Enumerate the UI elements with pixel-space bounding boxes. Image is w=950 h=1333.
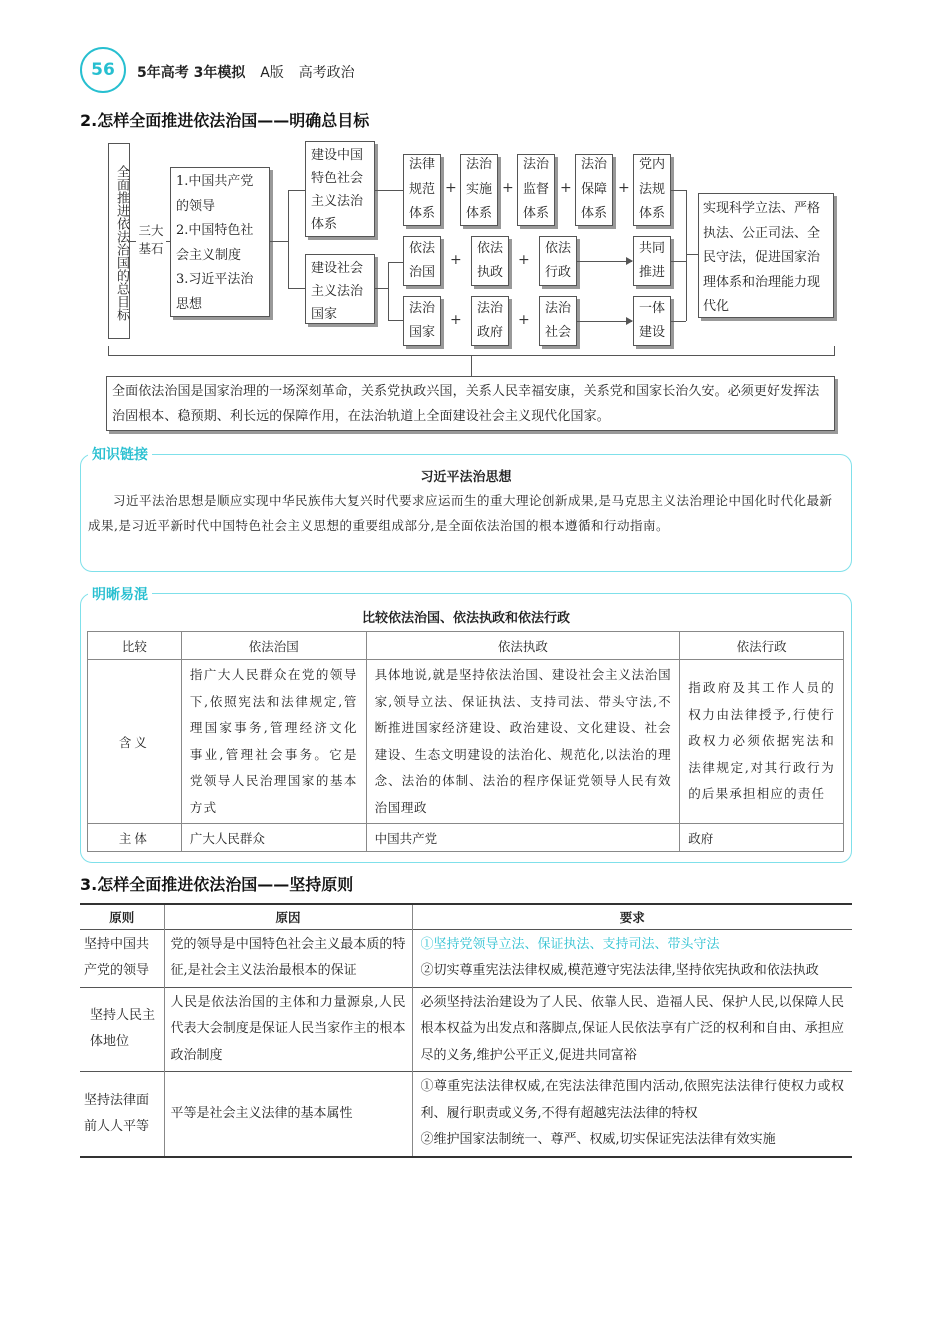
connector: [388, 262, 403, 263]
col-header: 原则: [80, 905, 164, 929]
table-cell: 政府: [680, 824, 844, 852]
arrow-head: [626, 317, 633, 325]
row-label: 含义: [88, 660, 182, 824]
requirement-cell: [412, 929, 852, 987]
col-header: 比较: [88, 632, 182, 660]
build-state-box: 建设社会主义法治国家: [305, 254, 375, 324]
clarify-title: 比较依法治国、依法执政和依法行政: [361, 611, 570, 626]
system-box: 法治 实施 体系: [460, 154, 498, 226]
system-box: 法治 监督 体系: [517, 154, 555, 226]
plus-sign: +: [502, 180, 514, 196]
system-box: 法律 规范 体系: [403, 154, 441, 226]
table-row: [80, 929, 852, 987]
system-box: 法治 保障 体系: [575, 154, 613, 226]
connector: [471, 356, 472, 376]
principle-cell: 坚持法律面前人人平等: [80, 1072, 164, 1157]
table-row: [88, 824, 844, 852]
edition: A版: [260, 65, 284, 81]
table-row: [80, 1072, 852, 1157]
table-cell: 指政府及其工作人员的权力由法律授予,行使行政权力必须依据宪法和法律规定,对其行政行为的后果承担相应的责任: [680, 660, 844, 824]
requirement-cell: 必须坚持法治建设为了人民、依靠人民、造福人民、保护人民,以保障人民根本权益为出发点和落脚点,保证人民依法享有广泛的权利和自由、承担应尽的义务,维护公平正义,促进共同富裕: [420, 994, 844, 1063]
table-cell: 广大人民群众: [181, 824, 366, 852]
foundation-item: 1.中国共产党的领导: [176, 174, 254, 214]
clarify-label: 明晰易混: [88, 584, 152, 604]
table-cell: 具体地说,就是坚持依法治国、建设社会主义法治国家,领导立法、保证执法、支持司法、带头守法,不断推进国家经济建设、政治建设、文化建设、社会建设、生态文明建设的法治化、规范化,以法治的理念、法治的体制、法治的程序保证党领导人民有效治国理政: [366, 660, 680, 824]
knowledge-link-title: 习近平法治思想: [420, 470, 512, 485]
principle-cell: 坚持人民主体地位: [80, 987, 164, 1072]
col-header: 要求: [619, 909, 645, 925]
reason-cell: 平等是社会主义法律的基本属性: [164, 1072, 412, 1157]
rule-box: 法治 国家: [403, 296, 441, 346]
knowledge-link-label: 知识链接: [88, 444, 152, 464]
plus-sign: +: [450, 252, 462, 268]
brace: [108, 346, 835, 356]
principle-cell: 坚持中国共产党的领导: [80, 929, 164, 987]
connector: [288, 190, 305, 191]
connector: [388, 262, 389, 320]
plus-sign: +: [618, 180, 630, 196]
col-header: 依法执政: [366, 632, 680, 660]
connector: [375, 288, 388, 289]
plus-sign: +: [518, 312, 530, 328]
arrow: [577, 321, 632, 322]
connector: [270, 241, 288, 242]
plus-sign: +: [445, 180, 457, 196]
rule-box: 依法 治国: [403, 236, 441, 286]
goal-box: 实现科学立法、严格执法、公正司法、全民守法，促进国家治理体系和治理能力现代化: [698, 193, 834, 318]
foundation-label: [136, 222, 166, 258]
result-box: 一体 建设: [633, 296, 671, 346]
section2-title: 2.怎样全面推进依法治国——明确总目标: [80, 111, 370, 130]
plus-sign: +: [560, 180, 572, 196]
row-label: 主体: [88, 824, 182, 852]
arrow-head: [626, 257, 633, 265]
summary-box: 全面依法治国是国家治理的一场深刻革命，关系党执政兴国，关系人民幸福安康，关系党和国家长治久安。必须更好发挥法治固根本、稳预期、利长远的保障作用，在法治轨道上全面建设社会主义现代化国家。: [106, 376, 835, 431]
plus-sign: +: [450, 312, 462, 328]
foundation-label-line: 基石: [138, 241, 164, 256]
connector: [671, 321, 686, 322]
col-header: 依法行政: [680, 632, 844, 660]
section3-title: 3.怎样全面推进依法治国——坚持原则: [80, 875, 354, 894]
subject: 高考政治: [298, 65, 355, 81]
foundations-box: [170, 167, 270, 317]
goal-diagram: [0, 0, 950, 440]
knowledge-link-text: 习近平法治思想是顺应实现中华民族伟大复兴时代要求应运而生的重大理论创新成果,是马克思主义法治理论中国化时代化最新成果,是习近平新时代中国特色社会主义思想的重要组成部分,是全面依法治国的根本遵循和行动指南。: [88, 493, 833, 533]
arrow: [577, 261, 632, 262]
principles-table: [80, 905, 852, 1158]
requirement-cell: ①尊重宪法法律权威,在宪法法律范围内活动,依照宪法法律行使权力或权利、履行职责或义务,不得有超越宪法法律的特权 ②维护国家法制统一、尊严、权威,切实保证宪法法律有效实施: [420, 1079, 844, 1147]
foundation-item: 3.习近平法治思想: [176, 272, 254, 312]
foundation-item: 2.中国特色社会主义制度: [176, 223, 254, 263]
connector: [671, 261, 686, 262]
comparison-table: [87, 631, 844, 852]
requirement-text: ②切实尊重宪法法律权威,模范遵守宪法法律,坚持依宪执政和依法执政: [420, 963, 819, 978]
rule-box: 法治 社会: [539, 296, 577, 346]
connector: [686, 254, 698, 255]
system-box: 党内 法规 体系: [633, 154, 671, 226]
reason-cell: 人民是依法治国的主体和力量源泉,人民代表大会制度是保证人民当家作主的根本政治制度: [164, 987, 412, 1072]
table-row: [88, 660, 844, 824]
plus-sign: +: [518, 252, 530, 268]
goal-label: 全面推进依法治国的总目标: [108, 143, 130, 339]
connector: [375, 190, 403, 191]
rule-box: 依法 行政: [539, 236, 577, 286]
table-header-row: [88, 632, 844, 660]
connector: [686, 190, 687, 321]
reason-cell: 党的领导是中国特色社会主义最本质的特征,是社会主义法治最根本的保证: [164, 929, 412, 987]
book-title: 5年高考 3年模拟: [137, 65, 246, 81]
table-cell: 指广大人民群众在党的领导下,依照宪法和法律规定,管理国家事务,管理经济文化事业,管理社会事务。它是党领导人民治理国家的基本方式: [181, 660, 366, 824]
col-header: 依法治国: [181, 632, 366, 660]
build-system-box: 建设中国特色社会主义法治体系: [305, 141, 375, 237]
connector: [288, 190, 289, 288]
connector: [388, 320, 403, 321]
table-cell: 中国共产党: [366, 824, 680, 852]
table-row: [80, 987, 852, 1072]
foundation-label-line: 三大: [138, 223, 164, 238]
rule-box: 法治 政府: [471, 296, 509, 346]
connector: [671, 190, 686, 191]
col-header: 原因: [164, 905, 412, 929]
rule-box: 依法 执政: [471, 236, 509, 286]
connector: [288, 288, 305, 289]
result-box: 共同 推进: [633, 236, 671, 286]
table-header-row: [80, 905, 852, 929]
page-number: 56: [91, 60, 115, 80]
requirement-highlight: ①坚持党领导立法、保证执法、支持司法、带头守法: [420, 936, 720, 952]
